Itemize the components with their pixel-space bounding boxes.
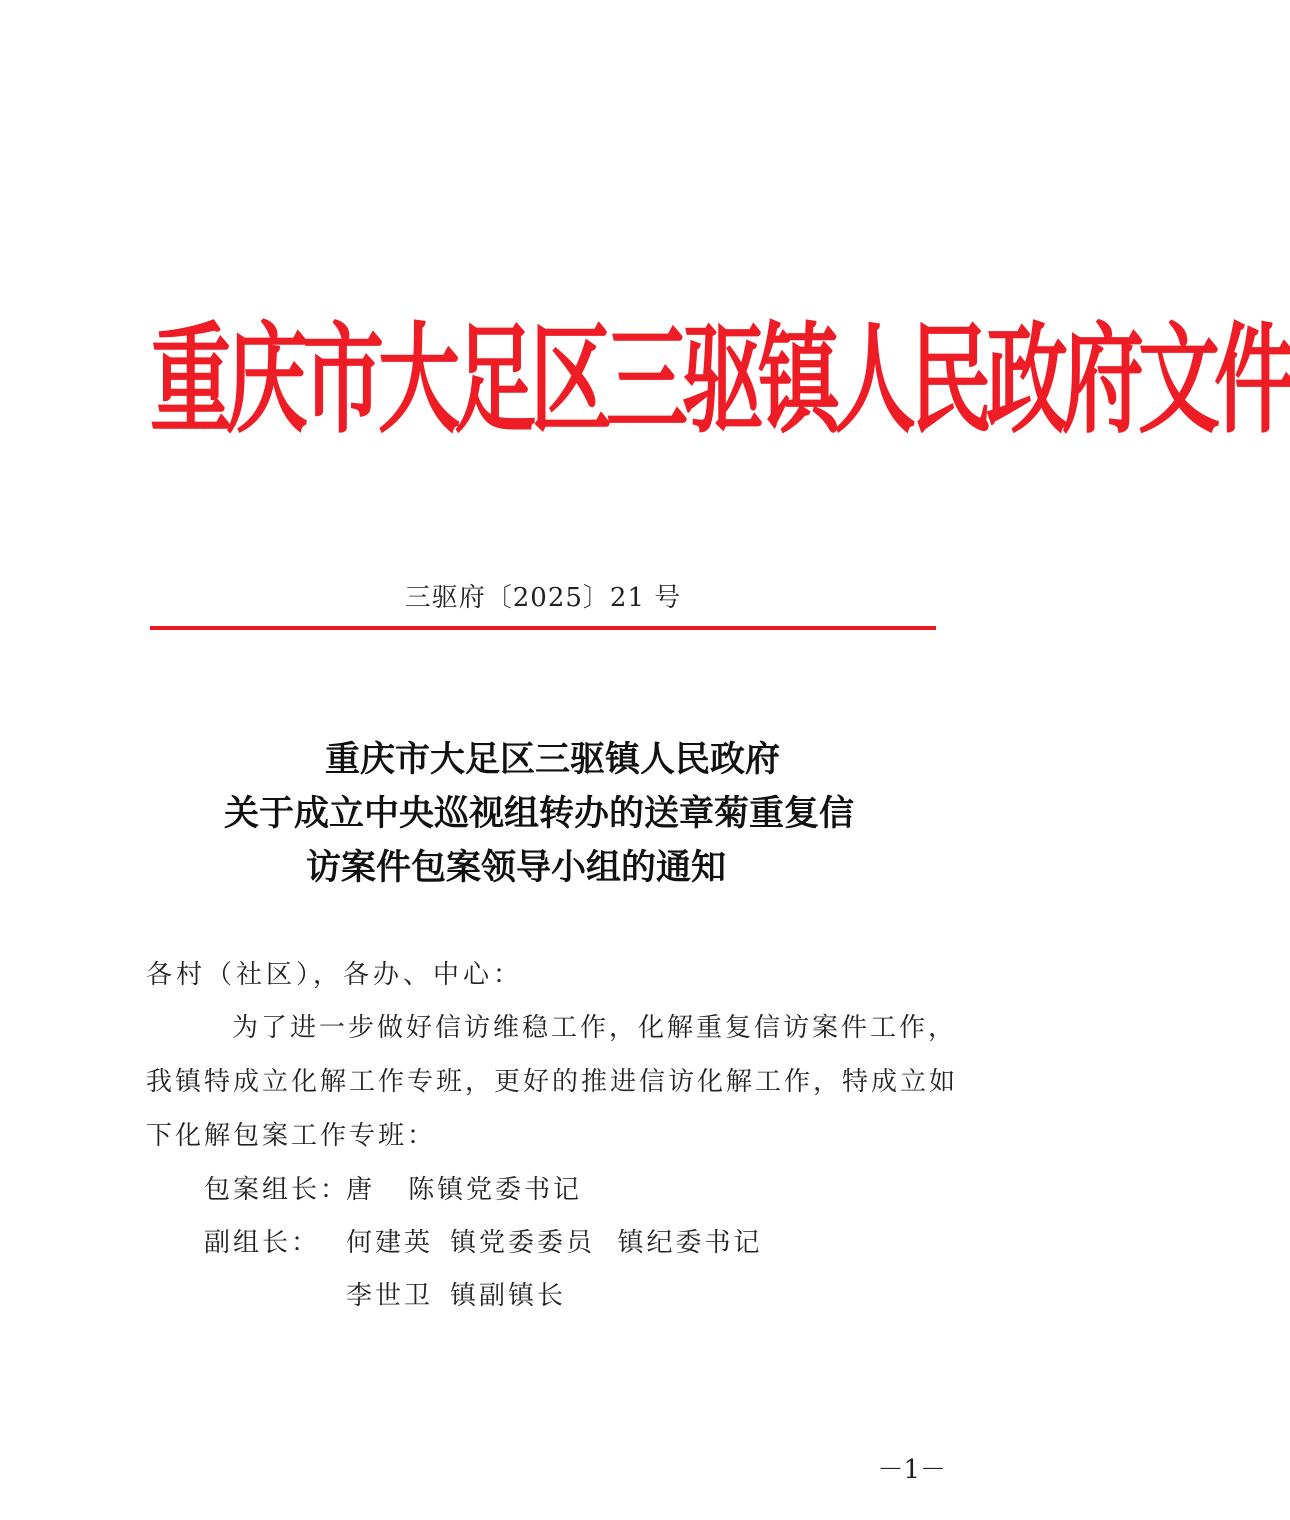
document-number: 三驱府〔2025〕21 号 (404, 583, 682, 613)
paragraph-line-2: 我镇特成立化解工作专班，更好的推进信访化解工作，特成立如 (146, 1067, 959, 1097)
page-number: －1－ (877, 1455, 946, 1485)
title-line-2: 关于成立中央巡视组转办的送章菊重复信 (224, 793, 855, 834)
red-divider (150, 626, 936, 630)
deputy-leader-2-title: 镇副镇长 (450, 1281, 567, 1311)
title-line-1: 重庆市大足区三驱镇人民政府 (325, 739, 781, 780)
group-leader-name: 唐 陈 (346, 1175, 449, 1205)
deputy-leader-label: 副组长： (204, 1228, 321, 1258)
masthead-title: 重庆市大足区三驱镇人民政府文件 (150, 312, 1290, 451)
deputy-leader-1-title: 镇党委委员 镇纪委书记 (450, 1228, 763, 1258)
deputy-leader-2-name: 李世卫 (346, 1281, 434, 1311)
title-line-3: 访案件包案领导小组的通知 (306, 847, 727, 888)
paragraph-line-3: 下化解包案工作专班： (146, 1121, 437, 1151)
deputy-leader-1-name: 何建英 (346, 1228, 434, 1258)
paragraph-line-1: 为了进一步做好信访维稳工作，化解重复信访案件工作， (232, 1013, 958, 1043)
group-leader-label: 包案组长： (204, 1175, 350, 1205)
masthead (150, 302, 1290, 462)
salutation: 各村（社区），各办、中心： (146, 960, 524, 990)
group-leader-title: 镇党委书记 (437, 1175, 583, 1205)
